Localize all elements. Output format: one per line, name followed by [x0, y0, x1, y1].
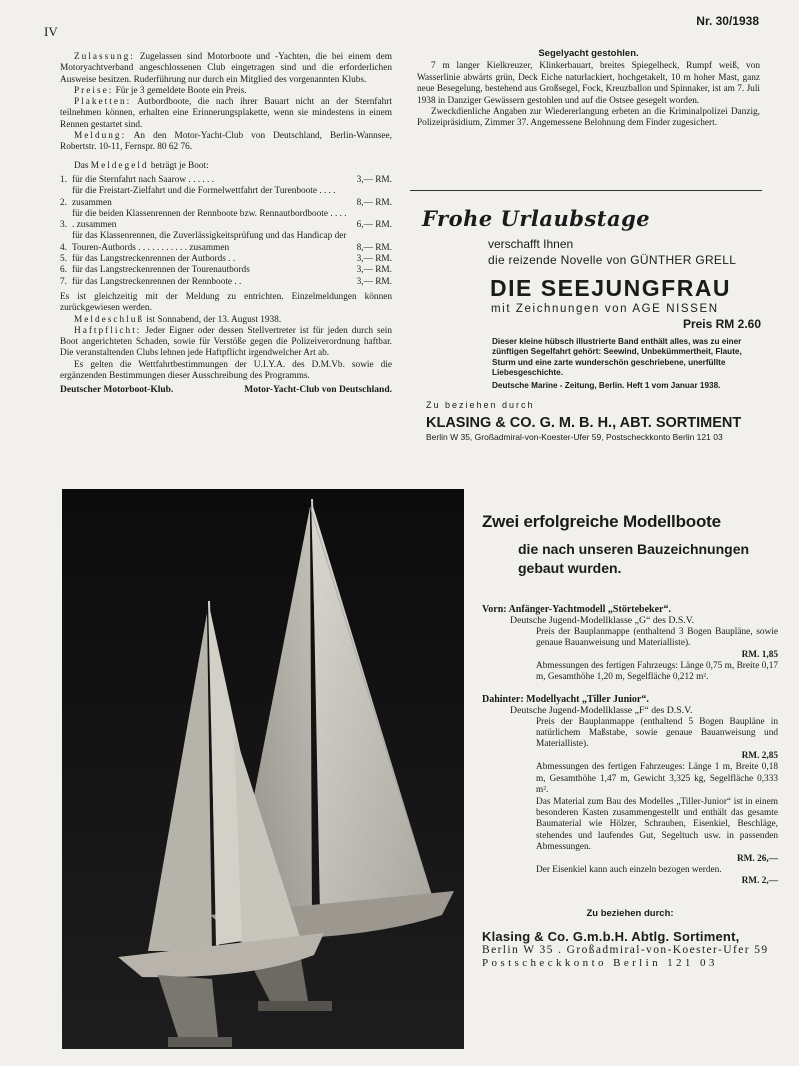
keel-price-row: [536, 876, 778, 887]
front-model-class: Deutsche Jugend-Modellklasse „G“ des D.S.V.: [510, 615, 695, 627]
model-zu-beziehen: Zu beziehen durch:: [586, 907, 674, 919]
signature-right: Motor-Yacht-Club von Deutschland.: [244, 385, 392, 396]
ad-publisher: KLASING & CO. G. M. B. H., ABT. SORTIMENT: [426, 414, 742, 431]
meldeschluss-label: Meldeschluß: [74, 314, 145, 325]
fee-value: 3,— RM.: [356, 276, 392, 287]
material-price: RM. 26,—: [736, 853, 778, 864]
model-descriptions: [482, 604, 778, 969]
page-number: IV: [44, 24, 58, 39]
signatures: [60, 385, 392, 396]
fee-text: für das Klassenrennen, die Zuverlässigkeitsprüfung und das Handicap der Touren-Autbords . . . . . . . . . . . zusammen: [72, 231, 347, 253]
keel-price: RM. 2,—: [741, 876, 778, 887]
stolen-yacht-notice: [417, 48, 760, 130]
fee-text: für die beiden Klassenrennen der Rennboote bzw. Rennautbordboote . . . . . zusammen: [72, 208, 347, 231]
front-model-body: [536, 627, 778, 684]
preise-paragraph: [60, 86, 392, 97]
meldegeld-intro-b: beträgt je Boot:: [148, 160, 209, 171]
meldung-paragraph: [60, 131, 392, 154]
fee-number: 1.: [60, 174, 67, 185]
promo-subheading-line-2: gebaut wurden.: [518, 560, 622, 576]
preise-label: Preise:: [74, 85, 114, 96]
fee-row: [60, 265, 392, 276]
fee-number: 7.: [60, 276, 67, 287]
zulassung-paragraph: [60, 52, 392, 86]
signature-left: Deutscher Motorboot-Klub.: [60, 385, 174, 396]
book-description: Dieser kleine hübsch illustrierte Band enthält alles, was zu einer zünftigen Segelfahrt gehört: Seewind, Unbekümmertheit, Flaute, Sturm und eine zarte wunderschön geschriebene, unerfüllte Liebesgeschichte.: [492, 337, 742, 378]
issue-number: Nr. 30/1938: [696, 14, 759, 28]
zulassung-label: Zulassung:: [74, 52, 135, 62]
back-dimensions: Abmessungen des fertigen Fahrzeuges: Länge 1 m, Breite 0,18 m, Gesamthöhe 1,47 m, Gewicht 3,325 kg, Segelfläche 0,333 m².: [536, 762, 778, 796]
meldegeld-intro-a: Das: [74, 160, 91, 171]
keel-text: Der Eisenkiel kann auch einzeln bezogen werden.: [536, 864, 722, 875]
fee-row: [60, 231, 392, 254]
fee-row: [60, 277, 392, 288]
meldeschluss-paragraph: [60, 315, 392, 326]
ad-address: Berlin W 35, Großadmiral-von-Koester-Ufer 59, Postscheckkonto Berlin 121 03: [426, 431, 723, 442]
book-review-source: Deutsche Marine - Zeitung, Berlin. Heft 1 vom Januar 1938.: [492, 380, 721, 390]
front-model-heading: Vorn: Anfänger-Yachtmodell „Störtebeker“.: [482, 604, 671, 615]
fee-value: 8,— RM.: [356, 242, 392, 253]
front-dimensions: Abmessungen des fertigen Fahrzeugs: Länge 0,75 m, Breite 0,17 m, Gesamthöhe 1,20 m, Segelfläche 0,212 m².: [536, 661, 778, 683]
fee-text: für das Langstreckenrennen der Tourenautbords: [72, 265, 250, 276]
preise-text: Für je 3 gemeldete Boote ein Preis.: [113, 85, 247, 96]
fee-row: [60, 209, 392, 232]
fee-text: für die Freistart-Zielfahrt und die Formelwettfahrt der Turenboote . . . . zusammen: [72, 186, 336, 208]
fee-text: für das Langstreckenrennen der Rennboote . .: [72, 276, 242, 287]
fee-text: für das Langstreckenrennen der Autbords . .: [72, 254, 236, 265]
back-model-class: Deutsche Jugend-Modellklasse „F“ des D.S.V.: [510, 705, 693, 717]
meldegeld-label: Meldegeld: [90, 160, 149, 171]
haftpflicht-text: Jeder Eigner oder dessen Stellvertreter ist für jeden durch sein Boot angerichteten Schaden, sowie für Verstöße gegen die Polizeiverordnung haftbar. Die veranstaltenden Clubs lehnen jede Haftpflicht irgendwelcher Art ab.: [60, 325, 392, 359]
fee-value: 3,— RM.: [356, 174, 392, 185]
promo-subheading-line-1: die nach unseren Bauzeichnungen: [518, 541, 750, 557]
back-model-body: [536, 717, 778, 888]
ad-headline: Frohe Urlaubstage: [422, 206, 651, 231]
meldegeld-intro: [60, 161, 392, 172]
fee-text: für die Sternfahrt nach Saarow . . . . . .: [72, 174, 214, 185]
model-boats-headline: [470, 512, 780, 578]
back-price-text: Preis der Bauplanmappe (enthaltend 5 Bogen Baupläne in natürlichem Maßstabe, sowie genaue Bauanweisung und Materialliste).: [536, 716, 778, 750]
haftpflicht-paragraph: [60, 326, 392, 360]
meldung-label: Meldung:: [74, 131, 127, 142]
fee-number: 4.: [60, 242, 67, 253]
book-title: DIE SEEJUNGFRAU: [490, 275, 732, 301]
promo-heading: Zwei erfolgreiche Modellboote: [482, 512, 721, 531]
meldung-text: An den Motor-Yacht-Club von Deutschland, Berlin-Wannsee, Robertstr. 10-11, Fernspr. 80 62 76.: [60, 131, 392, 153]
fee-value: 6,— RM.: [356, 220, 392, 231]
ad-line-3: mit Zeichnungen von AGE NISSEN: [491, 303, 719, 315]
material-text: Das Material zum Bau des Modelles „Tiller-Junior“ ist in einem besonderen Kasten zusammengestellt und enthält das gesamte Baumaterial wie Hölzer, Schrauben, Eisenkiel, Beschläge, stehendes und laufendes Gut, Segeltuch usw. in passenden Abmessungen.: [536, 796, 778, 853]
back-price-row: [536, 751, 778, 762]
fee-number: 2.: [60, 197, 67, 208]
notice-title: Segelyacht gestohlen.: [538, 48, 639, 59]
fee-value: 8,— RM.: [356, 197, 392, 208]
material-price-row: [536, 854, 778, 865]
regatta-announcement: [60, 52, 392, 397]
sailboats-illustration: [62, 489, 464, 1049]
ad-zu-beziehen: Zu beziehen durch: [426, 399, 535, 410]
plaketten-paragraph: [60, 97, 392, 131]
notice-body-2: Zweckdienliche Angaben zur Wiedererlangung erbeten an die Kriminalpolizei Danzig, Polizeipräsidium, Zimmer 37. Angemessene Belohnung dem Finder zugesichert.: [417, 107, 760, 129]
model-address: Berlin W 35 . Großadmiral-von-Koester-Ufer 59: [482, 943, 769, 956]
divider: [410, 190, 762, 191]
fee-row: [60, 254, 392, 265]
book-advertisement: [422, 206, 767, 442]
fee-number: 5.: [60, 254, 67, 265]
model-postscheck: Postscheckkonto Berlin 121 03: [482, 956, 718, 969]
plaketten-text: Autbordboote, die nach ihrer Bauart nicht an der Sternfahrt teilnehmen können, erhalten eine Erinnerungsplakette, wenn sie mindestens in einem Rennen gestartet sind.: [60, 97, 392, 130]
book-price: Preis RM 2.60: [682, 317, 761, 331]
ad-line-1: verschafft Ihnen: [488, 237, 574, 251]
model-boats-photo: [62, 489, 464, 1049]
fee-number: 6.: [60, 265, 67, 276]
notice-body: 7 m langer Kielkreuzer, Klinkerbauart, breites Spiegelheck, Rumpf weiß, von Wasserlinie abwärts grün, Deck Eiche naturlackiert, hochgetakelt, 10 m hoher Mast, ganz neue Besegelung, bestehend aus Großsegel, Fock, Kreuzballon und Spinnaker, ist am 7. Juli 1938 in Danziger Gewässern gestohlen und auf die Ostsee gesegelt worden.: [417, 61, 760, 106]
meldeschluss-text: ist Sonnabend, der 13. August 1938.: [144, 314, 282, 325]
model-publisher: Klasing & Co. G.m.b.H. Abtlg. Sortiment,: [482, 929, 740, 945]
fee-row: [60, 186, 392, 209]
back-price: RM. 2,85: [741, 750, 778, 761]
haftpflicht-label: Haftpflicht:: [74, 325, 142, 336]
fee-row: [60, 175, 392, 186]
front-price-value-row: [536, 650, 778, 661]
wettfahrt-paragraph: Es gelten die Wettfahrtbestimmungen der U.I.Y.A. des D.M.Vb. sowie die ergänzenden Bestimmungen dieser Ausschreibung des Programms.: [60, 359, 392, 382]
fee-list: [60, 175, 392, 288]
promo-subheading: [518, 540, 780, 578]
fee-value: 3,— RM.: [356, 254, 392, 265]
front-price-row: [536, 627, 778, 650]
ad-line-2: die reizende Novelle von GÜNTHER GRELL: [488, 253, 737, 267]
plaketten-label: Plaketten:: [74, 97, 132, 108]
fee-note: Es ist gleichzeitig mit der Meldung zu entrichten. Einzelmeldungen können zurückgewiesen werden.: [60, 291, 392, 314]
front-price-text: Preis der Bauplanmappe (enthaltend 3 Bogen Baupläne, sowie genaue Bauanweisung und Materialliste).: [536, 626, 778, 649]
front-price: RM. 1,85: [741, 649, 778, 660]
fee-value: 3,— RM.: [356, 265, 392, 276]
zulassung-text: Zugelassen sind Motorboote und -Yachten, die bei einem dem Motoryachtverband angeschlossenen Club eingetragen sind und die erforderlichen Ausweise besitzen. Ruderführung nur durch ein Mitglied des vorgenannten Klubs.: [60, 52, 392, 85]
fee-number: 3.: [60, 220, 67, 231]
back-model-heading: Dahinter: Modellyacht „Tiller Junior“.: [482, 693, 649, 705]
